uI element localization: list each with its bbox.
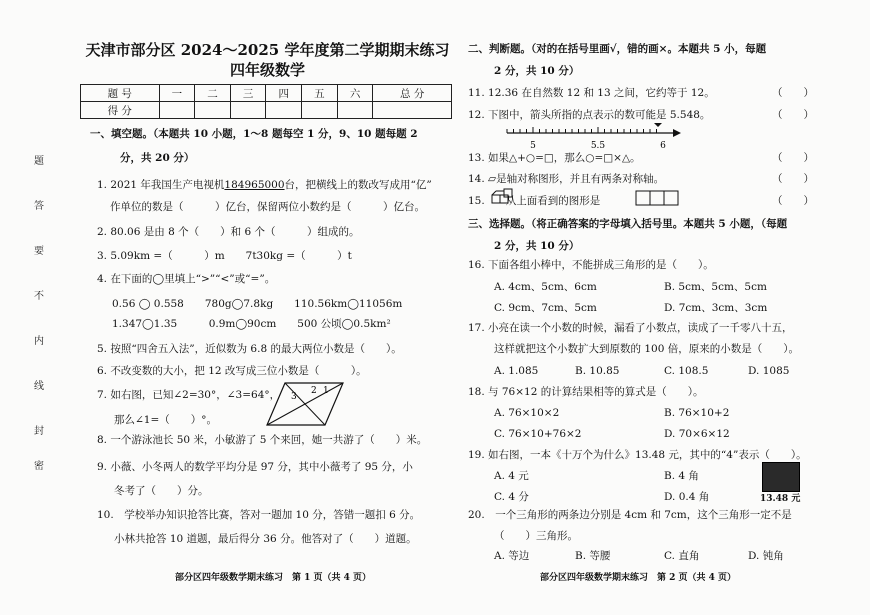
margin-char: 不 xyxy=(34,291,44,302)
score-cell: 得 分 xyxy=(81,102,160,119)
q17-option[interactable]: B. 10.85 xyxy=(575,365,620,377)
score-input[interactable] xyxy=(373,102,452,119)
question-1 xyxy=(97,178,432,192)
score-header-row xyxy=(81,85,452,102)
question-4-row2: 1.347◯1.35 0.9m◯90cm 500 公顷◯0.5km² xyxy=(112,318,391,330)
question-16: 16. 下面各组小棒中，不能拼成三角形的是（ ）。 xyxy=(468,259,714,271)
angle-label: 3 xyxy=(291,392,297,402)
page-footer-right: 部分区四年级数学期末练习 第 2 页（共 4 页） xyxy=(540,573,737,583)
answer-paren[interactable]: （ ） xyxy=(772,109,814,121)
section2-text-tail: ，每题 xyxy=(734,43,767,55)
q16-option[interactable]: A. 4cm、5cm、6cm xyxy=(494,281,597,293)
answer-paren[interactable]: （ ） xyxy=(772,173,814,185)
parallelogram-figure xyxy=(265,379,345,429)
number-line xyxy=(505,123,685,151)
left-column xyxy=(80,0,455,119)
q20-option[interactable]: C. 直角 xyxy=(664,550,700,562)
question-19: 19. 如右图，一本《十万个为什么》13.48 元，其中的“4”表示（ ）。 xyxy=(468,449,807,461)
score-value-row xyxy=(81,102,452,119)
book-price: 13.48 元 xyxy=(760,494,801,504)
question-17: 17. 小亮在读一个小数的时候，漏看了小数点，读成了一千零八十五， xyxy=(468,322,793,334)
section1-heading: 一、填空题。（本题共 10 小题，1～8 题每空 1 分，9、10 题每题 2 xyxy=(90,128,418,140)
q17-option[interactable]: A. 1.085 xyxy=(494,365,539,377)
score-input[interactable] xyxy=(337,102,373,119)
margin-char: 密 xyxy=(34,461,44,472)
answer-paren[interactable]: （ ） xyxy=(772,87,814,99)
score-cell: 五 xyxy=(302,85,338,102)
score-input[interactable] xyxy=(230,102,266,119)
score-input[interactable] xyxy=(266,102,302,119)
q19-option[interactable]: A. 4 元 xyxy=(494,470,529,482)
section1-heading-cont: 分，共 20 分） xyxy=(120,152,195,164)
tick-label: 6 xyxy=(660,141,666,151)
q18-option[interactable]: A. 76×10×2 xyxy=(494,407,560,419)
question-7-cont: 那么∠1=（ ）°。 xyxy=(114,414,218,426)
number-line-ticks xyxy=(507,127,657,133)
score-table xyxy=(80,84,452,119)
q1-text-post: 台，把横线上的数改写成用“亿” xyxy=(284,179,432,191)
score-cell: 四 xyxy=(266,85,302,102)
page-footer-left: 部分区四年级数学期末练习 第 1 页（共 4 页） xyxy=(175,573,372,583)
question-12: 12. 下图中，箭头所指的点表示的数可能是 5.548。 xyxy=(468,109,711,121)
margin-char: 答 xyxy=(34,201,44,212)
section3-heading: 三、选择题。（将正确答案的字母填入括号里。本题共 5 小题，（每题 xyxy=(468,218,788,230)
q16-option[interactable]: D. 7cm、3cm、3cm xyxy=(664,302,768,314)
q20-option[interactable]: B. 等腰 xyxy=(575,550,611,562)
angle-label: 2 xyxy=(311,386,317,396)
score-cell: 三 xyxy=(230,85,266,102)
answer-paren[interactable]: （ ） xyxy=(772,152,814,164)
margin-char: 要 xyxy=(34,246,44,257)
cubes-icon xyxy=(491,188,517,208)
margin-char: 封 xyxy=(34,426,44,437)
q19-option[interactable]: B. 4 角 xyxy=(664,470,699,482)
arrow-pointer xyxy=(654,123,662,127)
score-input[interactable] xyxy=(159,102,195,119)
top-view-icon xyxy=(635,190,679,206)
section3-heading-cont: 2 分，共 10 分） xyxy=(494,240,580,252)
question-13: 13. 如果△+○=□，那么○=□×△。 xyxy=(468,152,641,164)
question-6: 6. 不改变数的大小，把 12 改写成三位小数是（ ）。 xyxy=(97,365,367,377)
q17-option[interactable]: D. 1085 xyxy=(748,365,790,377)
question-14: 14. ▱是轴对称图形，并且有两条对称轴。 xyxy=(468,173,665,185)
question-3: 3. 5.09km =（ ）m 7t30kg =（ ）t xyxy=(97,250,352,262)
binding-margin xyxy=(14,120,74,560)
question-9: 9. 小薇、小冬两人的数学平均分是 97 分，其中小薇考了 95 分，小 xyxy=(97,461,413,473)
q17-option[interactable]: C. 108.5 xyxy=(664,365,709,377)
margin-char: 线 xyxy=(34,381,44,392)
q1-text: 1. 2021 年我国生产电视机 xyxy=(97,179,225,191)
exam-title: 天津市部分区 2024～2025 学年度第二学期期末练习 xyxy=(85,41,450,59)
tick-label: 5 xyxy=(530,141,536,151)
question-5: 5. 按照“四舍五入法”，近似数为 6.8 的最大两位小数是（ ）。 xyxy=(97,343,402,355)
question-9-cont: 冬考了（ ）分。 xyxy=(114,485,209,497)
question-15: 15. 从上面看到的图形是 xyxy=(468,195,601,207)
question-8: 8. 一个游泳池长 50 米，小敏游了 5 个来回，她一共游了（ ）米。 xyxy=(97,434,428,446)
answer-paren[interactable]: （ ） xyxy=(772,195,814,207)
q18-option[interactable]: B. 76×10+2 xyxy=(664,407,730,419)
q20-option[interactable]: D. 钝角 xyxy=(748,550,784,562)
angle-label: 1 xyxy=(323,386,329,396)
question-7: 7. 如右图，已知∠2=30°，∠3=64°， xyxy=(97,389,281,401)
q16-option[interactable]: B. 5cm、5cm、5cm xyxy=(664,281,767,293)
score-cell: 六 xyxy=(337,85,373,102)
exam-subtitle: 四年级数学 xyxy=(229,61,305,79)
question-10-cont: 小林共抢答 10 道题，最后得分 36 分。他答对了（ ）道题。 xyxy=(114,533,417,545)
question-1-cont: 作单位的数是（ ）亿台，保留两位小数约是（ ）亿台。 xyxy=(110,201,425,213)
book-image xyxy=(762,462,800,492)
section2-heading xyxy=(468,42,766,56)
question-11: 11. 12.36 在自然数 12 和 13 之间，它约等于 12。 xyxy=(468,87,715,99)
question-18: 18. 与 76×12 的计算结果相等的算式是（ ）。 xyxy=(468,386,704,398)
q19-option[interactable]: D. 0.4 角 xyxy=(664,491,710,503)
q18-option[interactable]: D. 70×6×12 xyxy=(664,428,730,440)
question-4-row1: 0.56 ◯ 0.558 780g◯7.8kg 110.56km◯11056m xyxy=(112,298,403,310)
score-input[interactable] xyxy=(302,102,338,119)
margin-char: 题 xyxy=(34,156,44,167)
question-2: 2. 80.06 是由 8 个（ ）和 6 个（ ）组成的。 xyxy=(97,226,360,238)
score-cell: 总 分 xyxy=(373,85,452,102)
question-10: 10. 学校举办知识抢答比赛，答对一题加 10 分，答错一题扣 6 分。 xyxy=(97,509,421,521)
margin-char: 内 xyxy=(34,336,44,347)
question-4: 4. 在下面的◯里填上“>”“<”或“=”。 xyxy=(97,273,276,285)
score-cell: 二 xyxy=(195,85,231,102)
q19-option[interactable]: C. 4 分 xyxy=(494,491,529,503)
section2-text: 二、判断题。（对的在括号里画√，错的画×。本题共 5 小 xyxy=(468,43,735,55)
q16-option[interactable]: C. 9cm、7cm、5cm xyxy=(494,302,597,314)
question-20: 20. 一个三角形的两条边分别是 4cm 和 7cm，这个三角形一定不是 xyxy=(468,509,792,521)
question-20-cont: （ ）三角形。 xyxy=(494,530,578,542)
q18-option[interactable]: C. 76×10+76×2 xyxy=(494,428,582,440)
tick-label: 5.5 xyxy=(590,141,606,151)
score-cell: 一 xyxy=(159,85,195,102)
score-input[interactable] xyxy=(195,102,231,119)
q1-number: 184965000 xyxy=(224,179,285,191)
q20-option[interactable]: A. 等边 xyxy=(494,550,530,562)
score-cell: 题 号 xyxy=(81,85,160,102)
section2-heading-cont: 2 分，共 10 分） xyxy=(494,65,580,77)
question-17-cont: 这样就把这个小数扩大到原数的 100 倍，原来的小数是（ ）。 xyxy=(494,343,799,355)
